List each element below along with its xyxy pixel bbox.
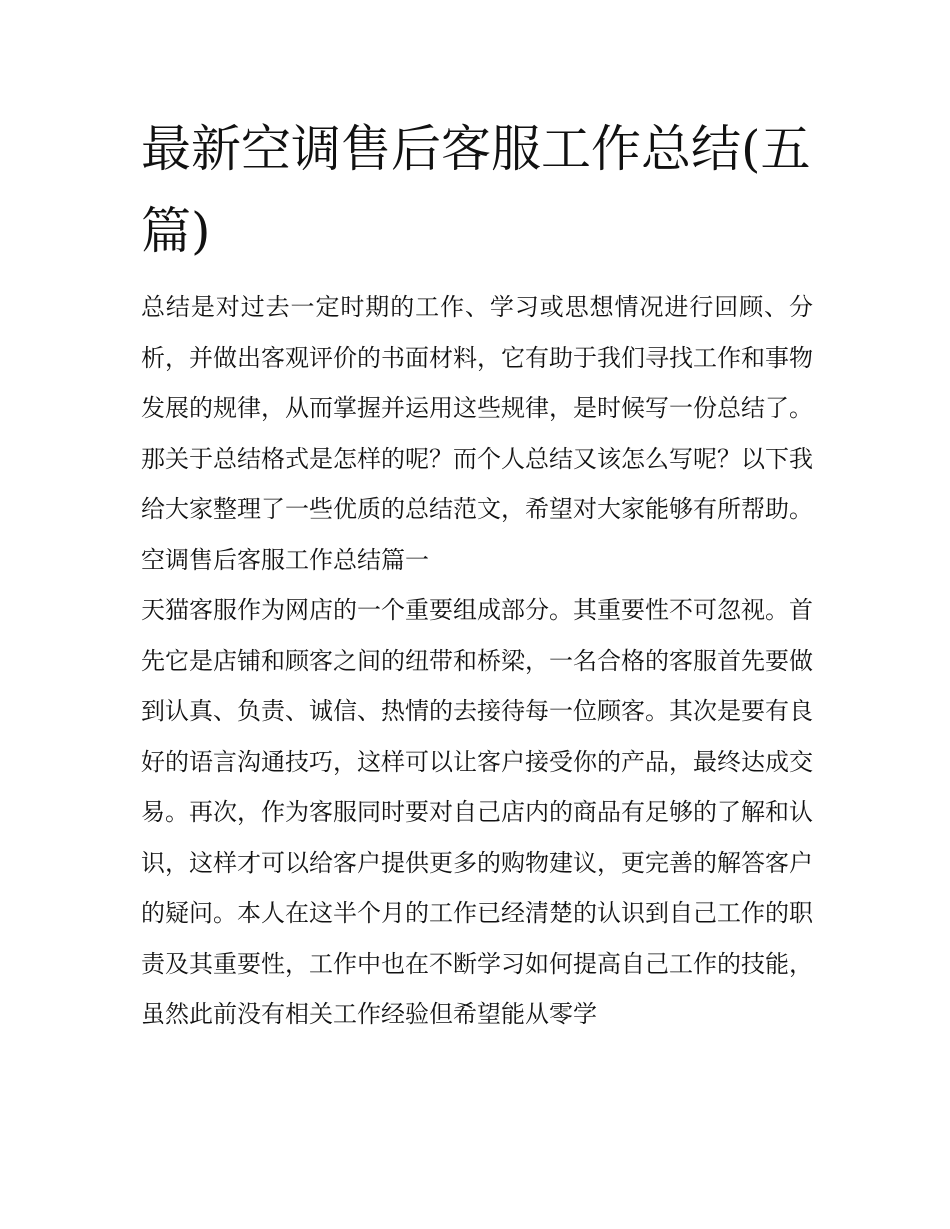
section-body-paragraph: 天猫客服作为网店的一个重要组成部分。其重要性不可忽视。首先它是店铺和顾客之间的纽带和桥梁，一名合格的客服首先要做到认真、负责、诚信、热情的去接待每一位顾客。其次是要有良好的语言沟通技巧，这样可以让客户接受你的产品，最终达成交易。再次，作为客服同时要对自己店内的商品有足够的了解和认识，这样才可以给客户提供更多的购物建议，更完善的解答客户的疑问。本人在这半个月的工作已经清楚的认识到自己工作的职责及其重要性，工作中也在不断学习如何提高自己工作的技能，虽然此前没有相关工作经验但希望能从零学 [141,596,813,1028]
section-heading: 空调售后客服工作总结篇一 [141,545,429,574]
document-page [141,108,813,1040]
document-title: 最新空调售后客服工作总结(五篇) [141,120,811,260]
intro-paragraph: 总结是对过去一定时期的工作、学习或思想情况进行回顾、分析，并做出客观评价的书面材料，它有助于我们寻找工作和事物发展的规律，从而掌握并运用这些规律，是时候写一份总结了。那关于总结格式是怎样的呢？而个人总结又该怎么写呢？以下我给大家整理了一些优质的总结范文，希望对大家能够有所帮助。 [141,293,813,523]
